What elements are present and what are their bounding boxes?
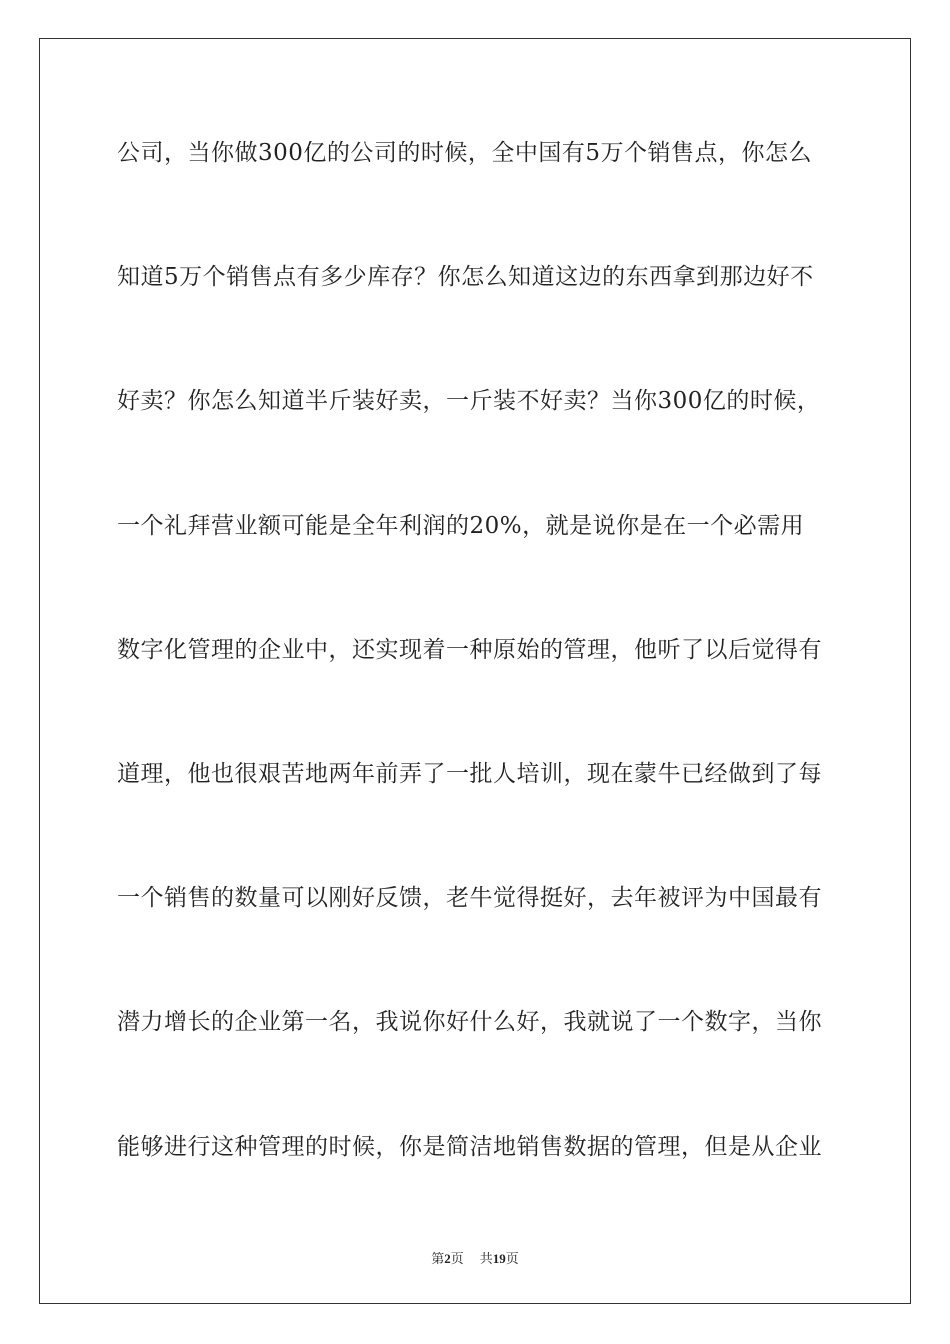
text-line-8: 潜力增长的企业第一名，我说你好什么好，我就说了一个数字，当你 [117,1009,822,1036]
total-suffix: 页 [505,1251,519,1266]
total-prefix: 共 [479,1251,493,1266]
text-line-9: 能够进行这种管理的时候，你是简洁地销售数据的管理，但是从企业 [117,1133,822,1160]
page-prefix: 第 [431,1251,445,1266]
body-text [117,126,837,1244]
page-footer [0,1248,950,1267]
text-line-1: 公司，当你做300亿的公司的时候，全中国有5万个销售点，你怎么 [117,140,813,166]
text-line-4: 一个礼拜营业额可能是全年利润的20%，就是说你是在一个必需用 [117,512,805,539]
text-line-6: 道理，他也很艰苦地两年前弄了一批人培训，现在蒙牛已经做到了每 [117,760,822,787]
text-line-7: 一个销售的数量可以刚好反馈，老牛觉得挺好，去年被评为中国最有 [117,885,822,912]
total-pages: 19 [492,1251,506,1266]
text-line-3: 好卖？你怎么知道半斤装好卖，一斤装不好卖？当你300亿的时候， [117,388,821,415]
text-line-5: 数字化管理的企业中，还实现着一种原始的管理，他听了以后觉得有 [117,636,822,663]
page-number: 2 [444,1251,451,1266]
text-line-2: 知道5万个销售点有多少库存？你怎么知道这边的东西拿到那边好不 [117,264,814,291]
page-suffix: 页 [450,1251,464,1266]
